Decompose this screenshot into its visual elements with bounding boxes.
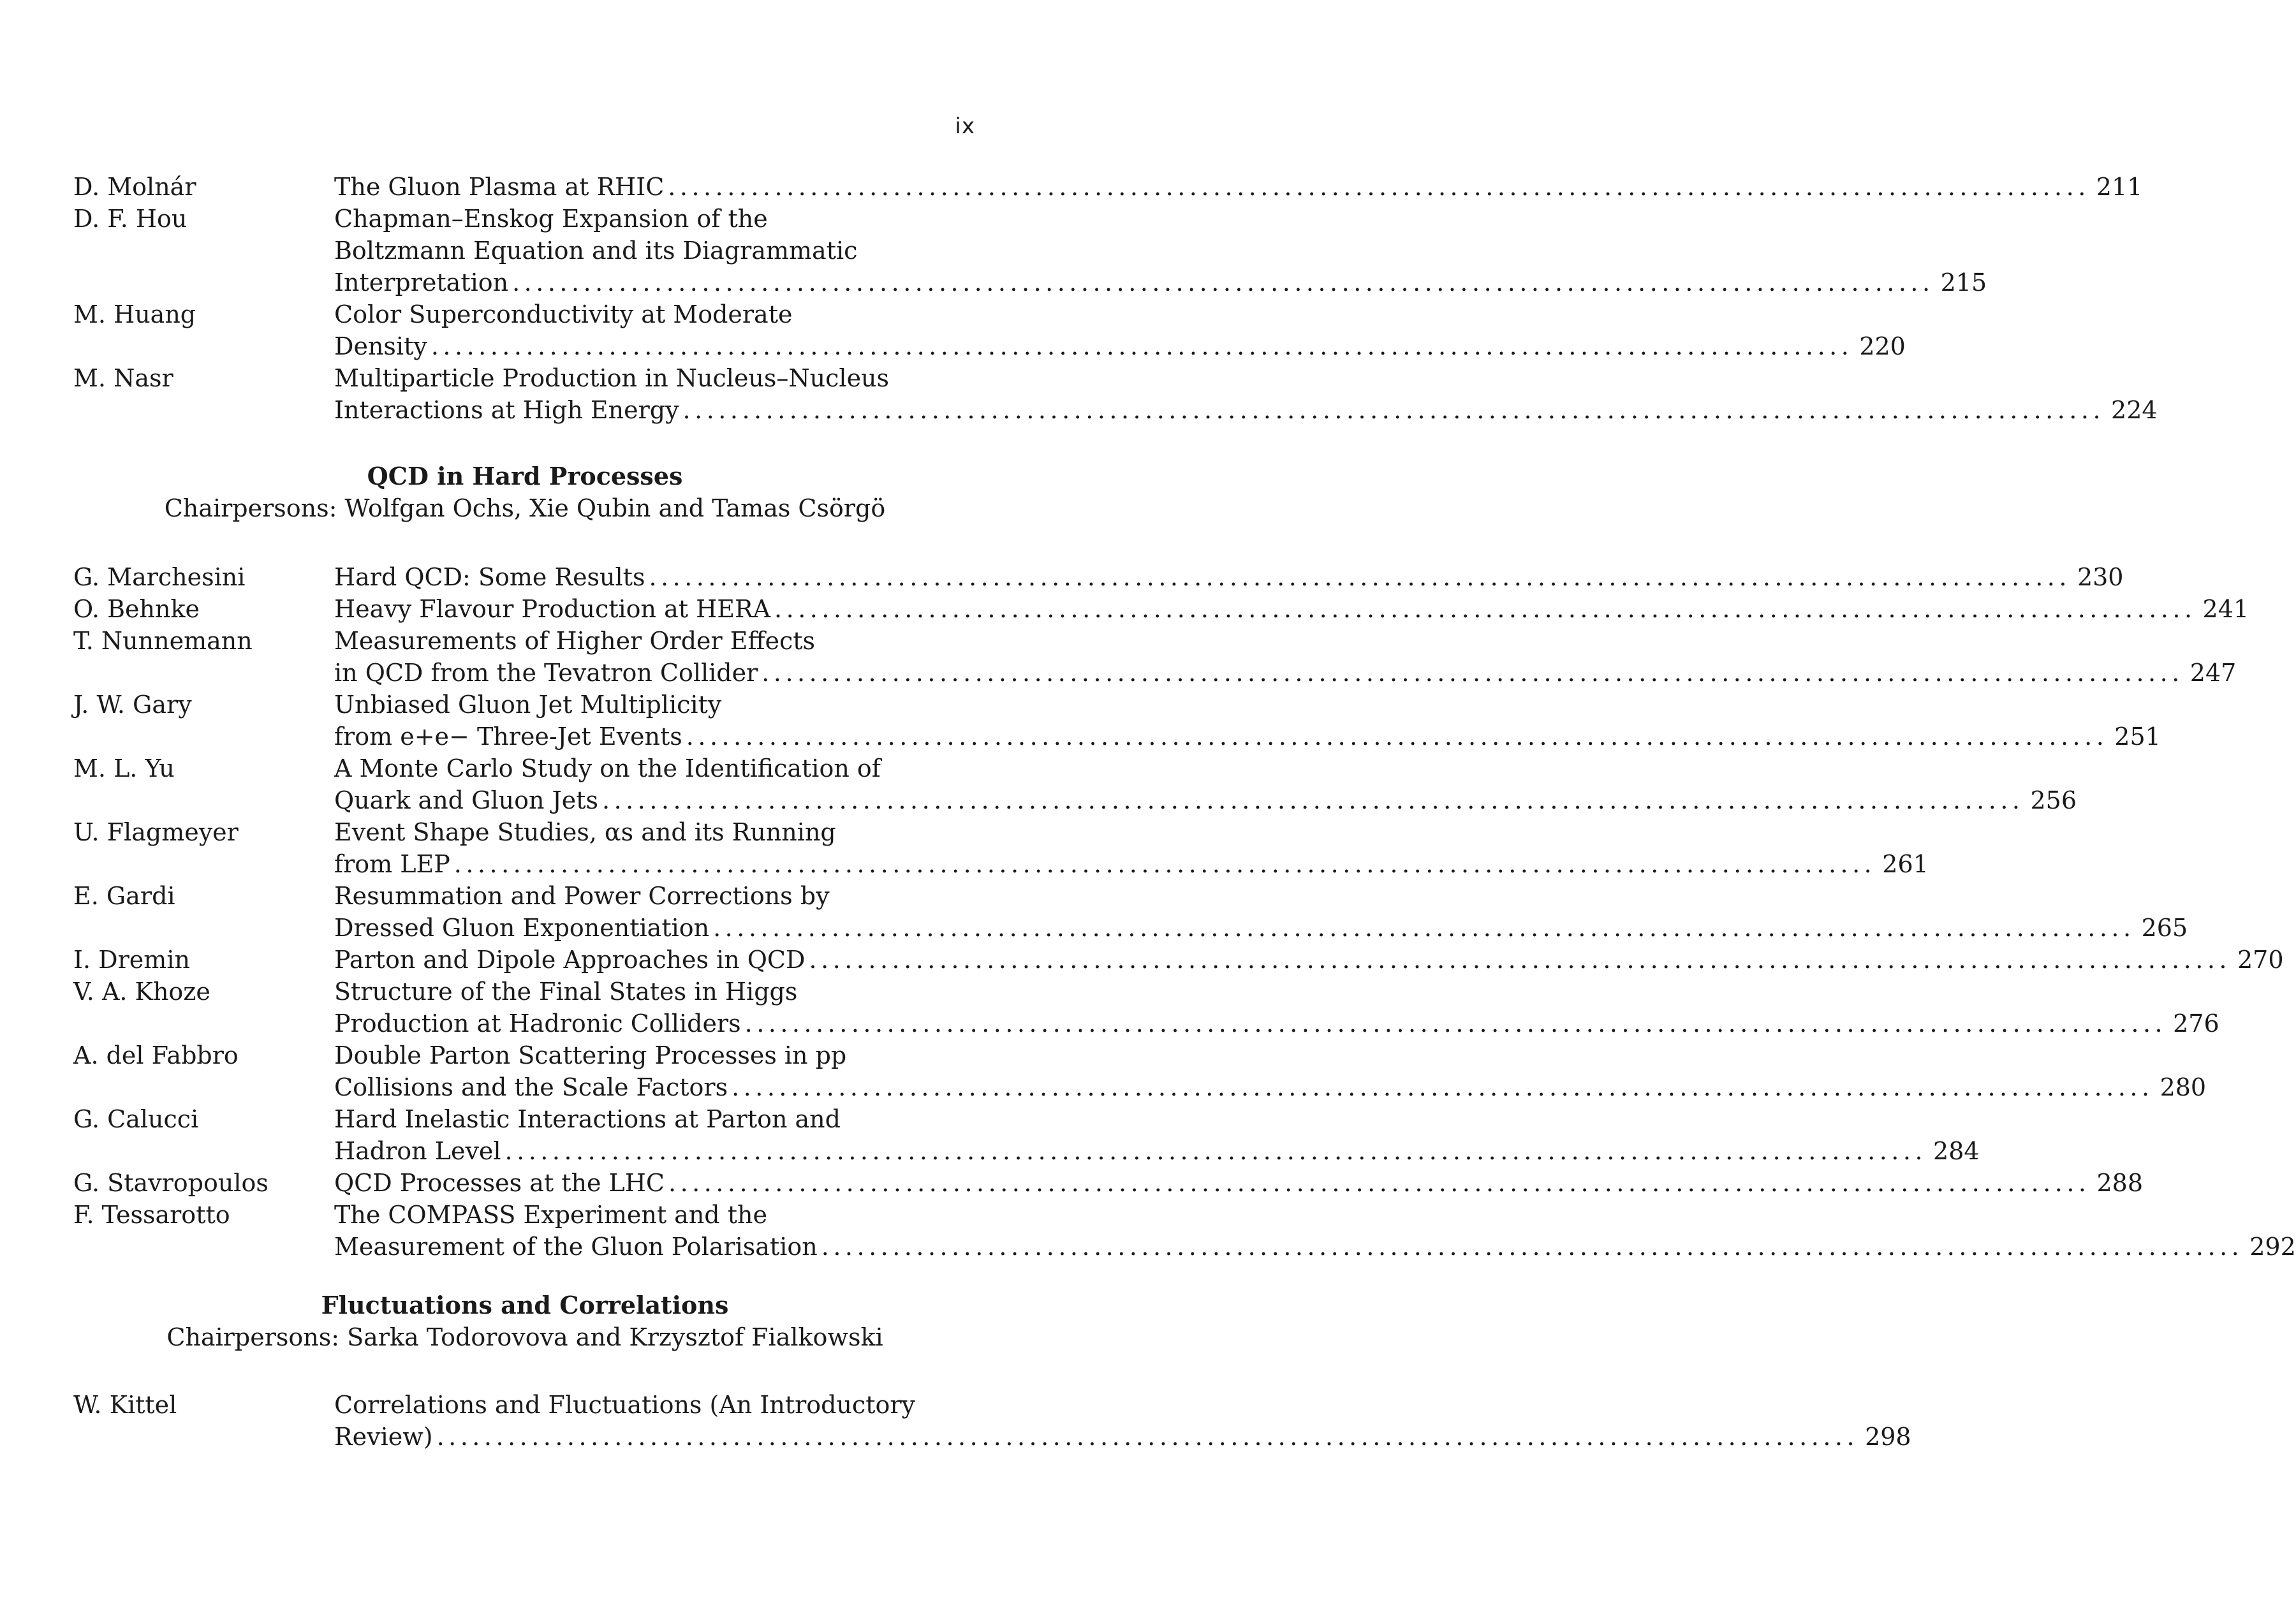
entry-page: 247 (2189, 659, 2237, 687)
entry-page: 276 (2173, 1009, 2219, 1038)
entry-author: G. Marchesini (73, 563, 246, 591)
entry-title (334, 944, 2284, 976)
entry-title-line: Correlations and Fluctuations (An Introductory (334, 1391, 915, 1419)
entry-author: I. Dremin (73, 946, 190, 974)
entry-title-line: in QCD from the Tevatron Collider (334, 659, 758, 687)
dot-leader: ........................................................................................................................ (430, 332, 1853, 360)
entry-page: 280 (2160, 1073, 2207, 1101)
entry-page: 230 (2077, 563, 2124, 591)
entry-page: 256 (2030, 786, 2077, 814)
entry-title (334, 625, 2237, 689)
entry-title-line: Heavy Flavour Production at HERA (334, 595, 771, 623)
entry-page: 298 (1865, 1423, 1911, 1451)
section-heading: Fluctuations and Correlations (321, 1291, 729, 1319)
entry-title-line: Production at Hadronic Colliders (334, 1009, 741, 1038)
entry-author: M. L. Yu (73, 754, 175, 782)
entry-title-line: Interpretation (334, 268, 509, 297)
dot-leader: ........................................................................................................................ (668, 1169, 2091, 1197)
dot-leader: ........................................................................................................................ (602, 786, 2024, 814)
entry-author: G. Stavropoulos (73, 1169, 269, 1197)
entry-page: 211 (2096, 173, 2143, 201)
entry-title-line: from LEP (334, 850, 450, 878)
entry-title-line: Interactions at High Energy (334, 396, 679, 424)
dot-leader: ........................................................................................................................ (774, 595, 2197, 623)
entry-title-line: Measurement of the Gluon Polarisation (334, 1233, 818, 1261)
entry-title-line: Unbiased Gluon Jet Multiplicity (334, 691, 722, 719)
entry-page: 284 (1933, 1137, 1980, 1165)
dot-leader: ........................................................................................................................ (762, 659, 2184, 687)
entry-author: O. Behnke (73, 595, 200, 623)
entry-author: T. Nunnemann (73, 627, 253, 655)
entry-page: 224 (2111, 396, 2158, 424)
dot-leader: ........................................................................................................................ (682, 396, 2105, 424)
entry-author: M. Nasr (73, 364, 173, 392)
entry-author: D. Molnár (73, 173, 196, 201)
entry-page: 215 (1940, 268, 1987, 297)
entry-title (334, 203, 1987, 298)
entry-author: E. Gardi (73, 882, 175, 910)
entry-page: 265 (2141, 914, 2188, 942)
dot-leader: ........................................................................................................................ (504, 1137, 1927, 1165)
entry-author: G. Calucci (73, 1105, 199, 1133)
entry-title-line: Hard QCD: Some Results (334, 563, 645, 591)
entry-title (334, 1199, 2296, 1263)
dot-leader: ........................................................................................................................ (512, 268, 1934, 297)
entry-title (334, 1167, 2144, 1199)
entry-author: J. W. Gary (73, 691, 192, 719)
entry-author: F. Tessarotto (73, 1201, 230, 1229)
entry-title-line: Resummation and Power Corrections by (334, 882, 830, 910)
entry-title-line: from e+e− Three-Jet Events (334, 723, 682, 751)
entry-title-line: Multiparticle Production in Nucleus–Nucleus (334, 364, 890, 392)
dot-leader: ........................................................................................................................ (649, 563, 2071, 591)
entry-title (334, 1389, 1911, 1453)
dot-leader: ........................................................................................................................ (809, 946, 2231, 974)
entry-title-line: The Gluon Plasma at RHIC (334, 173, 665, 201)
entry-title (334, 880, 2188, 944)
entry-page: 261 (1882, 850, 1929, 878)
entry-page: 241 (2202, 595, 2249, 623)
page-number: ix (955, 114, 975, 139)
entry-title-line: Parton and Dipole Approaches in QCD (334, 946, 806, 974)
dot-leader: ........................................................................................................................ (686, 723, 2108, 751)
entry-page: 288 (2096, 1169, 2144, 1197)
entry-page: 220 (1859, 332, 1906, 360)
entry-title-line: Density (334, 332, 427, 360)
dot-leader: ........................................................................................................................ (453, 850, 1876, 878)
entry-title-line: QCD Processes at the LHC (334, 1169, 665, 1197)
entry-title-line: Event Shape Studies, αs and its Running (334, 818, 836, 846)
entry-title-line: Review) (334, 1423, 433, 1451)
entry-title (334, 171, 2143, 203)
dot-leader: ........................................................................................................................ (668, 173, 2090, 201)
entry-title-line: Double Parton Scattering Processes in pp (334, 1041, 847, 1069)
entry-title-line: Measurements of Higher Order Effects (334, 627, 816, 655)
entry-title-line: A Monte Carlo Study on the Identification of (334, 754, 881, 782)
dot-leader: ........................................................................................................................ (744, 1009, 2167, 1038)
entry-page: 251 (2114, 723, 2161, 751)
entry-title (334, 816, 1929, 880)
entry-title (334, 593, 2249, 625)
dot-leader: ........................................................................................................................ (713, 914, 2135, 942)
entry-title-line: Boltzmann Equation and its Diagrammatic (334, 237, 858, 265)
entry-title-line: The COMPASS Experiment and the (334, 1201, 767, 1229)
entry-title-line: Hard Inelastic Interactions at Parton and (334, 1105, 841, 1133)
entry-page: 270 (2237, 946, 2284, 974)
entry-author: U. Flagmeyer (73, 818, 239, 846)
entry-title-line: Structure of the Final States in Higgs (334, 978, 798, 1006)
entry-author: M. Huang (73, 300, 196, 328)
entry-title (334, 298, 1906, 362)
entry-title-line: Quark and Gluon Jets (334, 786, 598, 814)
entry-title (334, 1103, 1980, 1167)
entry-title (334, 752, 2077, 816)
entry-title (334, 561, 2124, 593)
section-chairpersons: Chairpersons: Wolfgan Ochs, Xie Qubin and Tamas Csörgö (164, 494, 886, 522)
entry-title-line: Chapman–Enskog Expansion of the (334, 205, 768, 233)
entry-author: D. F. Hou (73, 205, 188, 233)
dot-leader: ........................................................................................................................ (436, 1423, 1859, 1451)
entry-title-line: Color Superconductivity at Moderate (334, 300, 793, 328)
entry-page: 292 (2249, 1233, 2296, 1261)
entry-author: V. A. Khoze (73, 978, 210, 1006)
dot-leader: ........................................................................................................................ (732, 1073, 2154, 1101)
entry-title (334, 689, 2161, 752)
entry-author: A. del Fabbro (73, 1041, 239, 1069)
entry-title-line: Collisions and the Scale Factors (334, 1073, 728, 1101)
entry-title (334, 976, 2219, 1039)
entry-author: W. Kittel (73, 1391, 177, 1419)
entry-title (334, 1039, 2207, 1103)
entry-title-line: Dressed Gluon Exponentiation (334, 914, 710, 942)
entry-title-line: Hadron Level (334, 1137, 501, 1165)
dot-leader: ........................................................................................................................ (821, 1233, 2244, 1261)
section-chairpersons: Chairpersons: Sarka Todorovova and Krzysztof Fialkowski (166, 1323, 883, 1351)
entry-title (334, 362, 2158, 426)
section-heading: QCD in Hard Processes (367, 462, 683, 490)
